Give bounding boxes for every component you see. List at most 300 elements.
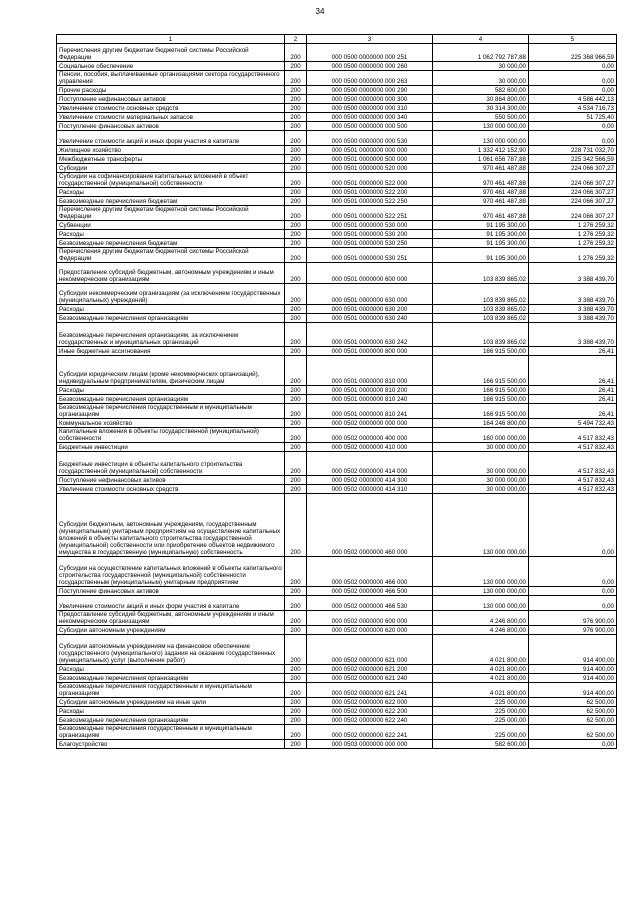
row-name: Поступление финансовых активов (57, 122, 285, 131)
table-row (57, 122, 617, 131)
row-budget-code: 000 0501 0000000 800 000 (307, 347, 433, 356)
row-executed-amount: 62 500,00 (529, 716, 617, 725)
row-assigned-amount: 4 021 800,00 (433, 635, 529, 665)
row-name: Жилищное хозяйство (57, 146, 285, 155)
row-name: Увеличение стоимости акций и иных форм участия в капитале (57, 131, 285, 146)
row-line-code: 200 (285, 428, 307, 443)
row-line-code: 200 (285, 164, 307, 173)
row-line-code: 200 (285, 131, 307, 146)
table-row (57, 494, 617, 557)
row-assigned-amount: 30 000 000,00 (433, 443, 529, 452)
table-row (57, 221, 617, 230)
row-executed-amount: 0,00 (529, 122, 617, 131)
table-row (57, 314, 617, 323)
table-row (57, 476, 617, 485)
row-assigned-amount: 30 000,00 (433, 62, 529, 71)
row-budget-code: 000 0502 0000000 620 000 (307, 626, 433, 635)
row-executed-amount: 4 517 832,43 (529, 443, 617, 452)
row-executed-amount: 225 368 966,59 (529, 44, 617, 62)
row-name: Коммунальное хозяйство (57, 419, 285, 428)
row-line-code: 200 (285, 248, 307, 263)
table-row (57, 155, 617, 164)
row-budget-code: 000 0500 0000000 000 500 (307, 122, 433, 131)
row-executed-amount: 5 494 732,43 (529, 419, 617, 428)
table-row (57, 587, 617, 596)
row-budget-code: 000 0502 0000000 000 000 (307, 419, 433, 428)
row-assigned-amount: 4 246 800,00 (433, 611, 529, 626)
row-executed-amount: 224 066 307,27 (529, 164, 617, 173)
row-name: Субсидии некоммерческим организациям (за исключением государственных (муниципальных) учреждений) (57, 284, 285, 305)
row-budget-code: 000 0502 0000000 622 000 (307, 698, 433, 707)
row-assigned-amount: 130 000 000,00 (433, 494, 529, 557)
table-row (57, 626, 617, 635)
row-line-code: 200 (285, 485, 307, 494)
row-budget-code: 000 0502 0000000 460 000 (307, 494, 433, 557)
row-line-code: 200 (285, 395, 307, 404)
row-name: Расходы (57, 665, 285, 674)
row-budget-code: 000 0503 0000000 000 000 (307, 740, 433, 749)
row-name: Капитальные вложения в объекты государственной (муниципальной) собственности (57, 428, 285, 443)
row-executed-amount: 3 388 439,70 (529, 284, 617, 305)
row-assigned-amount: 160 000 000,00 (433, 428, 529, 443)
row-executed-amount: 976 900,00 (529, 626, 617, 635)
row-assigned-amount: 30 000 000,00 (433, 452, 529, 476)
row-budget-code: 000 0501 0000000 810 000 (307, 356, 433, 386)
row-executed-amount: 1 276 259,32 (529, 221, 617, 230)
table-row (57, 674, 617, 683)
row-line-code: 200 (285, 305, 307, 314)
row-name: Безвозмездные перечисления организациям, за исключением государственных и муниципальных организаций (57, 323, 285, 347)
row-name: Расходы (57, 230, 285, 239)
table-row (57, 86, 617, 95)
row-executed-amount: 4 586 442,13 (529, 95, 617, 104)
row-executed-amount: 914 400,00 (529, 683, 617, 698)
row-name: Субсидии бюджетным, автономным учреждениям, государственным (муниципальным) унитарным предприятиям на осуществление капитальных вложений в объекты капитального строительства государственной (муниципальной) собственности или приобретение объектов недвижимого имущества в государственную (муниципальную) собственность (57, 494, 285, 557)
row-name: Субсидии на софинансирование капитальных вложений в объект государственной (муниципальной) собственности (57, 173, 285, 188)
row-assigned-amount: 1 332 412 152,90 (433, 146, 529, 155)
row-line-code: 200 (285, 635, 307, 665)
row-line-code: 200 (285, 476, 307, 485)
row-budget-code: 000 0500 0000000 000 263 (307, 71, 433, 86)
table-row (57, 104, 617, 113)
row-executed-amount: 976 900,00 (529, 611, 617, 626)
table-row (57, 596, 617, 611)
row-line-code: 200 (285, 86, 307, 95)
row-line-code: 200 (285, 386, 307, 395)
row-budget-code: 000 0501 0000000 630 242 (307, 323, 433, 347)
row-name: Перечисления другим бюджетам бюджетной системы Российской Федерации (57, 44, 285, 62)
row-name: Безвозмездные перечисления организациям (57, 314, 285, 323)
row-line-code: 200 (285, 404, 307, 419)
row-line-code: 200 (285, 206, 307, 221)
row-executed-amount: 62 500,00 (529, 698, 617, 707)
row-name: Увеличение стоимости основных средств (57, 485, 285, 494)
row-assigned-amount: 166 915 500,00 (433, 356, 529, 386)
row-assigned-amount: 582 600,00 (433, 740, 529, 749)
row-name: Расходы (57, 386, 285, 395)
row-assigned-amount: 103 839 865,02 (433, 284, 529, 305)
row-assigned-amount: 1 062 792 787,88 (433, 44, 529, 62)
table-row (57, 725, 617, 740)
row-assigned-amount: 970 461 487,88 (433, 197, 529, 206)
row-line-code: 200 (285, 146, 307, 155)
row-executed-amount: 225 342 566,59 (529, 155, 617, 164)
row-line-code: 200 (285, 596, 307, 611)
row-executed-amount: 0,00 (529, 587, 617, 596)
row-assigned-amount: 166 915 500,00 (433, 395, 529, 404)
row-assigned-amount: 4 246 800,00 (433, 626, 529, 635)
row-name: Безвозмездные перечисления государственным и муниципальным организациям (57, 725, 285, 740)
row-executed-amount: 224 066 307,27 (529, 197, 617, 206)
row-name: Безвозмездные перечисления организациям (57, 395, 285, 404)
row-executed-amount: 26,41 (529, 395, 617, 404)
row-name: Социальное обеспечение (57, 62, 285, 71)
row-assigned-amount: 130 000 000,00 (433, 122, 529, 131)
row-executed-amount: 26,41 (529, 404, 617, 419)
row-budget-code: 000 0500 0000000 000 290 (307, 86, 433, 95)
row-name: Бюджетные инвестиции (57, 443, 285, 452)
row-line-code: 200 (285, 122, 307, 131)
row-assigned-amount: 166 915 500,00 (433, 404, 529, 419)
row-assigned-amount: 103 839 865,02 (433, 263, 529, 284)
row-budget-code: 000 0500 0000000 000 251 (307, 44, 433, 62)
row-executed-amount: 3 388 439,70 (529, 263, 617, 284)
table-row (57, 716, 617, 725)
row-assigned-amount: 4 021 800,00 (433, 674, 529, 683)
row-name: Безвозмездные перечисления государственным и муниципальным организациям (57, 404, 285, 419)
row-executed-amount: 228 731 032,70 (529, 146, 617, 155)
row-budget-code: 000 0501 0000000 630 000 (307, 284, 433, 305)
row-line-code: 200 (285, 71, 307, 86)
row-name: Субсидии (57, 164, 285, 173)
column-header-assigned: 4 (433, 35, 529, 44)
row-assigned-amount: 970 461 487,88 (433, 188, 529, 197)
table-row (57, 665, 617, 674)
table-row (57, 611, 617, 626)
row-name: Субсидии автономным учреждениям (57, 626, 285, 635)
budget-table (56, 34, 617, 749)
row-name: Расходы (57, 188, 285, 197)
table-row (57, 197, 617, 206)
row-budget-code: 000 0502 0000000 400 000 (307, 428, 433, 443)
row-executed-amount: 1 276 259,32 (529, 239, 617, 248)
row-line-code: 200 (285, 113, 307, 122)
table-row (57, 263, 617, 284)
row-executed-amount: 26,41 (529, 356, 617, 386)
row-name: Предоставление субсидий бюджетным, автономным учреждениям и иным некоммерческим организациям (57, 263, 285, 284)
row-line-code: 200 (285, 740, 307, 749)
table-row (57, 404, 617, 419)
row-budget-code: 000 0500 0000000 000 340 (307, 113, 433, 122)
row-assigned-amount: 30 864 800,00 (433, 95, 529, 104)
table-row (57, 44, 617, 62)
table-row (57, 62, 617, 71)
row-name: Бюджетные инвестиции в объекты капитального строительства государственной (муниципальной) собственности (57, 452, 285, 476)
row-budget-code: 000 0501 0000000 810 240 (307, 395, 433, 404)
row-assigned-amount: 225 000,00 (433, 716, 529, 725)
row-executed-amount: 1 276 259,32 (529, 248, 617, 263)
row-line-code: 200 (285, 155, 307, 164)
row-assigned-amount: 130 000 000,00 (433, 557, 529, 587)
header-row (57, 35, 617, 44)
row-assigned-amount: 166 915 500,00 (433, 386, 529, 395)
row-line-code: 200 (285, 716, 307, 725)
row-line-code: 200 (285, 725, 307, 740)
row-budget-code: 000 0502 0000000 622 240 (307, 716, 433, 725)
row-executed-amount: 62 500,00 (529, 707, 617, 716)
row-executed-amount: 4 517 832,43 (529, 452, 617, 476)
row-line-code: 200 (285, 188, 307, 197)
row-executed-amount: 4 517 832,43 (529, 476, 617, 485)
row-name: Увеличение стоимости основных средств (57, 104, 285, 113)
row-line-code: 200 (285, 284, 307, 305)
row-budget-code: 000 0502 0000000 622 200 (307, 707, 433, 716)
row-executed-amount: 0,00 (529, 596, 617, 611)
row-executed-amount: 3 388 439,70 (529, 323, 617, 347)
table-row (57, 284, 617, 305)
table-row (57, 485, 617, 494)
row-line-code: 200 (285, 707, 307, 716)
row-assigned-amount: 1 061 656 787,88 (433, 155, 529, 164)
table-row (57, 356, 617, 386)
row-assigned-amount: 4 021 800,00 (433, 665, 529, 674)
row-line-code: 200 (285, 314, 307, 323)
row-executed-amount: 224 066 307,27 (529, 173, 617, 188)
row-line-code: 200 (285, 452, 307, 476)
row-line-code: 200 (285, 347, 307, 356)
row-name: Поступление нефинансовых активов (57, 476, 285, 485)
row-line-code: 200 (285, 95, 307, 104)
row-executed-amount: 3 388 439,70 (529, 314, 617, 323)
row-executed-amount: 224 066 307,27 (529, 206, 617, 221)
row-name: Субсидии юридическим лицам (кроме некоммерческих организаций), индивидуальным предпринимателям, физическим лицам (57, 356, 285, 386)
column-header-name: 1 (57, 35, 285, 44)
row-line-code: 200 (285, 62, 307, 71)
row-line-code: 200 (285, 443, 307, 452)
table-row (57, 386, 617, 395)
row-budget-code: 000 0501 0000000 520 000 (307, 164, 433, 173)
row-name: Межбюджетные трансферты (57, 155, 285, 164)
row-executed-amount: 26,41 (529, 386, 617, 395)
row-budget-code: 000 0500 0000000 000 530 (307, 131, 433, 146)
row-budget-code: 000 0502 0000000 621 200 (307, 665, 433, 674)
row-name: Прочие расходы (57, 86, 285, 95)
row-line-code: 200 (285, 419, 307, 428)
row-name: Субсидии на осуществление капитальных вложений в объекты капитального строительства государственной (муниципальной) собственности государственным (муниципальным) унитарным предприятиям (57, 557, 285, 587)
row-assigned-amount: 970 461 487,88 (433, 206, 529, 221)
row-budget-code: 000 0500 0000000 000 310 (307, 104, 433, 113)
row-executed-amount: 0,00 (529, 71, 617, 86)
table-row (57, 131, 617, 146)
row-assigned-amount: 130 000 000,00 (433, 131, 529, 146)
row-line-code: 200 (285, 263, 307, 284)
row-line-code: 200 (285, 323, 307, 347)
table-row (57, 452, 617, 476)
row-budget-code: 000 0501 0000000 522 250 (307, 197, 433, 206)
row-line-code: 200 (285, 611, 307, 626)
row-line-code: 200 (285, 356, 307, 386)
row-name: Перечисления другим бюджетам бюджетной системы Российской Федерации (57, 206, 285, 221)
row-budget-code: 000 0502 0000000 600 000 (307, 611, 433, 626)
row-budget-code: 000 0502 0000000 466 530 (307, 596, 433, 611)
row-assigned-amount: 4 021 800,00 (433, 683, 529, 698)
row-budget-code: 000 0501 0000000 522 000 (307, 173, 433, 188)
row-budget-code: 000 0502 0000000 410 000 (307, 443, 433, 452)
row-budget-code: 000 0501 0000000 530 200 (307, 230, 433, 239)
table-row (57, 323, 617, 347)
row-assigned-amount: 550 500,00 (433, 113, 529, 122)
row-line-code: 200 (285, 674, 307, 683)
row-budget-code: 000 0500 0000000 000 260 (307, 62, 433, 71)
column-header-line-code: 2 (285, 35, 307, 44)
row-executed-amount: 1 276 259,32 (529, 230, 617, 239)
row-assigned-amount: 225 000,00 (433, 698, 529, 707)
table-row (57, 683, 617, 698)
row-budget-code: 000 0501 0000000 000 000 (307, 146, 433, 155)
row-assigned-amount: 30 000,00 (433, 71, 529, 86)
row-name: Увеличение стоимости акций и иных форм участия в капитале (57, 596, 285, 611)
row-line-code: 200 (285, 104, 307, 113)
row-name: Безвозмездные перечисления бюджетам (57, 197, 285, 206)
row-executed-amount: 26,41 (529, 347, 617, 356)
row-line-code: 200 (285, 173, 307, 188)
row-executed-amount: 62 500,00 (529, 725, 617, 740)
row-name: Пенсии, пособия, выплачиваемые организациями сектора государственного управления (57, 71, 285, 86)
row-assigned-amount: 225 000,00 (433, 707, 529, 716)
row-budget-code: 000 0502 0000000 414 310 (307, 485, 433, 494)
row-budget-code: 000 0501 0000000 500 000 (307, 155, 433, 164)
table-row (57, 740, 617, 749)
table-row (57, 428, 617, 443)
row-line-code: 200 (285, 230, 307, 239)
table-body (57, 44, 617, 749)
table-row (57, 188, 617, 197)
table-row (57, 71, 617, 86)
row-assigned-amount: 91 195 300,00 (433, 248, 529, 263)
row-assigned-amount: 91 195 300,00 (433, 221, 529, 230)
row-budget-code: 000 0501 0000000 810 200 (307, 386, 433, 395)
row-executed-amount: 914 400,00 (529, 635, 617, 665)
table-row (57, 443, 617, 452)
row-line-code: 200 (285, 557, 307, 587)
row-name: Поступление финансовых активов (57, 587, 285, 596)
row-name: Поступление нефинансовых активов (57, 95, 285, 104)
row-budget-code: 000 0502 0000000 466 000 (307, 557, 433, 587)
row-executed-amount: 0,00 (529, 740, 617, 749)
page-number: 34 (315, 7, 325, 16)
row-executed-amount: 51 725,40 (529, 113, 617, 122)
row-budget-code: 000 0502 0000000 622 241 (307, 725, 433, 740)
table-row (57, 395, 617, 404)
row-line-code: 200 (285, 221, 307, 230)
table-row (57, 248, 617, 263)
row-line-code: 200 (285, 494, 307, 557)
table-row (57, 635, 617, 665)
row-executed-amount: 914 400,00 (529, 665, 617, 674)
row-line-code: 200 (285, 698, 307, 707)
row-budget-code: 000 0501 0000000 630 200 (307, 305, 433, 314)
table-row (57, 173, 617, 188)
row-budget-code: 000 0500 0000000 000 300 (307, 95, 433, 104)
row-executed-amount: 4 534 716,73 (529, 104, 617, 113)
row-executed-amount: 224 066 307,27 (529, 188, 617, 197)
row-budget-code: 000 0501 0000000 522 251 (307, 206, 433, 221)
row-line-code: 200 (285, 44, 307, 62)
row-name: Перечисления другим бюджетам бюджетной системы Российской Федерации (57, 248, 285, 263)
column-header-budget-code: 3 (307, 35, 433, 44)
row-name: Безвозмездные перечисления государственным и муниципальным организациям (57, 683, 285, 698)
row-assigned-amount: 91 195 300,00 (433, 230, 529, 239)
row-name: Безвозмездные перечисления организациям (57, 674, 285, 683)
row-executed-amount: 0,00 (529, 131, 617, 146)
row-line-code: 200 (285, 626, 307, 635)
row-executed-amount: 914 400,00 (529, 674, 617, 683)
table-row (57, 557, 617, 587)
row-executed-amount: 0,00 (529, 62, 617, 71)
row-name: Субсидии автономным учреждениям на иные цели (57, 698, 285, 707)
row-budget-code: 000 0502 0000000 466 500 (307, 587, 433, 596)
row-budget-code: 000 0502 0000000 621 241 (307, 683, 433, 698)
row-name: Безвозмездные перечисления бюджетам (57, 239, 285, 248)
row-assigned-amount: 103 839 865,02 (433, 323, 529, 347)
row-name: Расходы (57, 707, 285, 716)
row-name: Предоставление субсидий бюджетным, автономным учреждениям и иным некоммерческим организациям (57, 611, 285, 626)
table-row (57, 239, 617, 248)
row-line-code: 200 (285, 239, 307, 248)
row-executed-amount: 0,00 (529, 557, 617, 587)
row-budget-code: 000 0501 0000000 630 240 (307, 314, 433, 323)
row-assigned-amount: 164 246 800,00 (433, 419, 529, 428)
row-executed-amount: 4 517 832,43 (529, 428, 617, 443)
row-assigned-amount: 970 461 487,88 (433, 173, 529, 188)
row-budget-code: 000 0502 0000000 621 240 (307, 674, 433, 683)
table-row (57, 113, 617, 122)
row-assigned-amount: 166 915 500,00 (433, 347, 529, 356)
row-assigned-amount: 30 000 000,00 (433, 485, 529, 494)
row-budget-code: 000 0502 0000000 414 300 (307, 476, 433, 485)
row-budget-code: 000 0501 0000000 600 000 (307, 263, 433, 284)
row-assigned-amount: 130 000 000,00 (433, 596, 529, 611)
row-budget-code: 000 0502 0000000 414 000 (307, 452, 433, 476)
row-assigned-amount: 30 000 000,00 (433, 476, 529, 485)
row-assigned-amount: 225 000,00 (433, 725, 529, 740)
row-line-code: 200 (285, 683, 307, 698)
row-budget-code: 000 0501 0000000 530 251 (307, 248, 433, 263)
row-assigned-amount: 970 461 487,88 (433, 164, 529, 173)
row-name: Субсидии автономным учреждениям на финансовое обеспечение государственного (муниципального) задания на оказание государственных (муниципальных) услуг (выполнение работ) (57, 635, 285, 665)
table-row (57, 305, 617, 314)
table-row (57, 95, 617, 104)
table-row (57, 347, 617, 356)
row-line-code: 200 (285, 587, 307, 596)
row-name: Иные бюджетные ассигнования (57, 347, 285, 356)
row-budget-code: 000 0501 0000000 530 250 (307, 239, 433, 248)
column-header-executed: 5 (529, 35, 617, 44)
row-name: Безвозмездные перечисления организациям (57, 716, 285, 725)
row-assigned-amount: 103 839 865,02 (433, 305, 529, 314)
row-assigned-amount: 103 839 865,02 (433, 314, 529, 323)
row-line-code: 200 (285, 197, 307, 206)
row-executed-amount: 4 517 832,43 (529, 485, 617, 494)
table-row (57, 707, 617, 716)
row-assigned-amount: 130 000 000,00 (433, 587, 529, 596)
row-assigned-amount: 91 195 300,00 (433, 239, 529, 248)
table-row (57, 146, 617, 155)
row-executed-amount: 0,00 (529, 86, 617, 95)
row-budget-code: 000 0501 0000000 810 241 (307, 404, 433, 419)
row-assigned-amount: 30 314 300,00 (433, 104, 529, 113)
row-executed-amount: 3 388 439,70 (529, 305, 617, 314)
